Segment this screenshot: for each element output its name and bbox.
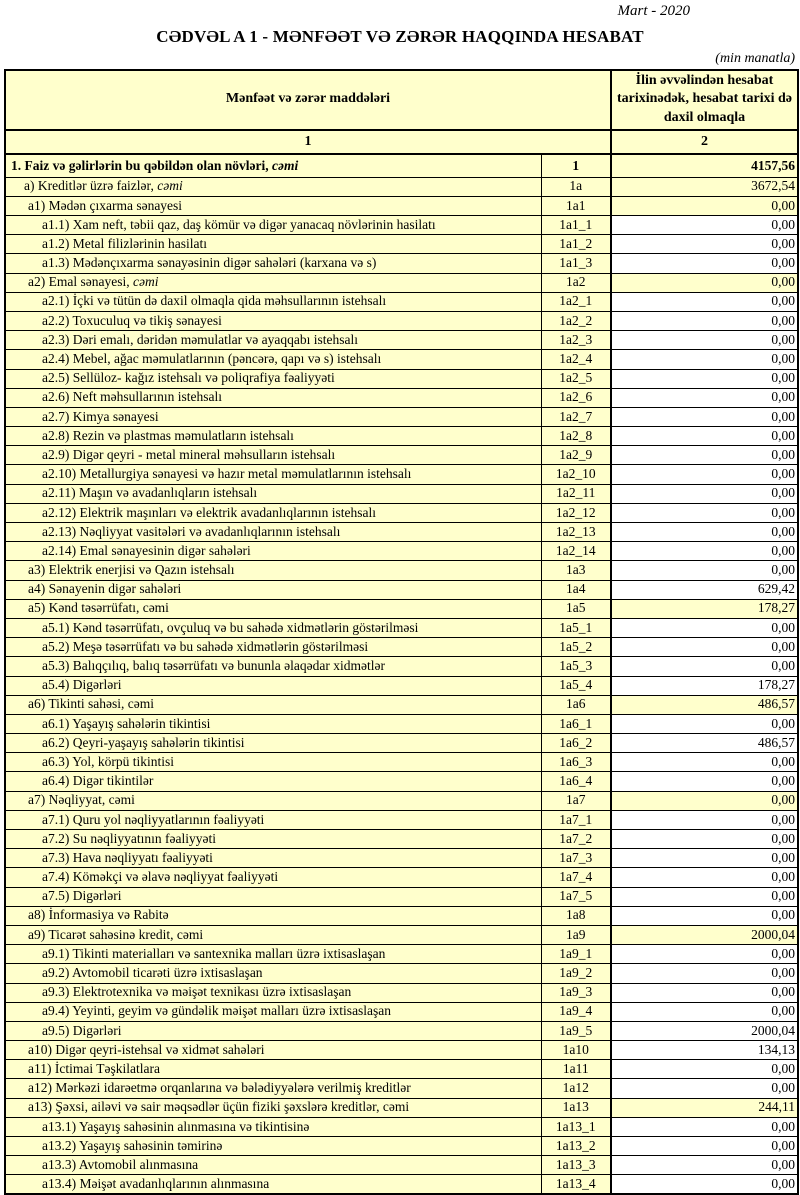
row-label-text: a1.2) Metal filizlərinin hasilatı bbox=[42, 236, 207, 251]
row-value[interactable]: 0,00 bbox=[611, 906, 798, 925]
row-code: 1a7_1 bbox=[541, 810, 611, 829]
unit-note: (min manatla) bbox=[0, 51, 800, 69]
row-label-text: a9.3) Elektrotexnika və məişət texnikası üzrə ixtisaslaşan bbox=[42, 984, 351, 999]
row-code: 1a2_11 bbox=[541, 484, 611, 503]
row-code: 1a2_9 bbox=[541, 446, 611, 465]
row-code: 1a2_2 bbox=[541, 311, 611, 330]
table-row bbox=[5, 810, 798, 829]
row-value[interactable]: 0,00 bbox=[611, 1002, 798, 1021]
row-label bbox=[5, 154, 541, 177]
row-value[interactable]: 0,00 bbox=[611, 369, 798, 388]
row-code: 1 bbox=[541, 154, 611, 177]
row-value[interactable]: 0,00 bbox=[611, 657, 798, 676]
row-value: 3672,54 bbox=[611, 177, 798, 196]
table-row bbox=[5, 292, 798, 311]
row-code: 1a2 bbox=[541, 273, 611, 292]
row-label bbox=[5, 216, 541, 235]
table-body bbox=[5, 154, 798, 1194]
row-label bbox=[5, 311, 541, 330]
row-value[interactable]: 629,42 bbox=[611, 580, 798, 599]
row-value[interactable]: 0,00 bbox=[611, 1175, 798, 1194]
table-row bbox=[5, 465, 798, 484]
row-label-text: a7.3) Hava nəqliyyatı fəaliyyəti bbox=[42, 850, 213, 865]
row-label-text: a2) Emal sənayesi, bbox=[28, 274, 133, 289]
row-label-text: a6.3) Yol, körpü tikintisi bbox=[42, 754, 174, 769]
table-row bbox=[5, 964, 798, 983]
table-row bbox=[5, 446, 798, 465]
row-code: 1a12 bbox=[541, 1079, 611, 1098]
row-value[interactable]: 0,00 bbox=[611, 1137, 798, 1156]
row-label bbox=[5, 714, 541, 733]
table-row bbox=[5, 618, 798, 637]
row-label-text: a1.3) Mədənçıxarma sənayəsinin digər sahələri (karxana və s) bbox=[42, 255, 376, 270]
table-row bbox=[5, 350, 798, 369]
table-row bbox=[5, 1060, 798, 1079]
table-row bbox=[5, 427, 798, 446]
row-label bbox=[5, 945, 541, 964]
table-row bbox=[5, 177, 798, 196]
row-value[interactable]: 0,00 bbox=[611, 849, 798, 868]
row-value[interactable]: 0,00 bbox=[611, 216, 798, 235]
row-label-text: a1.1) Xam neft, təbii qaz, daş kömür və digər yanacaq növlərinin hasilatı bbox=[42, 217, 436, 232]
row-label-suffix: cəmi bbox=[157, 178, 182, 193]
row-code: 1a6 bbox=[541, 695, 611, 714]
row-label-text: a9.4) Yeyinti, geyim və gündəlik məişət malları üzrə ixtisaslaşan bbox=[42, 1003, 391, 1018]
row-label bbox=[5, 388, 541, 407]
table-row bbox=[5, 1156, 798, 1175]
row-code: 1a5 bbox=[541, 599, 611, 618]
row-label-text: a9.2) Avtomobil ticarəti üzrə ixtisaslaşan bbox=[42, 965, 263, 980]
table-row bbox=[5, 714, 798, 733]
row-code: 1a13 bbox=[541, 1098, 611, 1117]
row-label bbox=[5, 465, 541, 484]
row-label bbox=[5, 503, 541, 522]
table-row bbox=[5, 311, 798, 330]
row-value[interactable]: 0,00 bbox=[611, 618, 798, 637]
table-row bbox=[5, 849, 798, 868]
row-label bbox=[5, 983, 541, 1002]
report-period: Mart - 2020 bbox=[0, 0, 800, 20]
page-title: CƏDVƏL A 1 - MƏNFƏƏT VƏ ZƏRƏR HAQQINDA HESABAT bbox=[0, 20, 800, 51]
row-label-text: a) Kreditlər üzrə faizlər, bbox=[24, 178, 157, 193]
row-label-text: a7.4) Köməkçi və əlavə nəqliyyat fəaliyyəti bbox=[42, 869, 278, 884]
row-label-text: a13) Şəxsi, ailəvi və sair məqsədlər üçün fiziki şəxslərə kreditlər, cəmi bbox=[28, 1099, 409, 1114]
table-row bbox=[5, 1021, 798, 1040]
row-code: 1a7 bbox=[541, 791, 611, 810]
row-code: 1a2_14 bbox=[541, 542, 611, 561]
row-label bbox=[5, 177, 541, 196]
row-label-text: a2.2) Toxuculuq və tikiş sənayesi bbox=[42, 313, 222, 328]
row-label bbox=[5, 887, 541, 906]
table-row bbox=[5, 154, 798, 177]
row-value[interactable]: 0,00 bbox=[611, 983, 798, 1002]
row-label bbox=[5, 1098, 541, 1117]
row-label-text: a7.1) Quru yol nəqliyyatlarının fəaliyyəti bbox=[42, 812, 264, 827]
table-row bbox=[5, 1137, 798, 1156]
row-label-text: a2.6) Neft məhsullarının istehsalı bbox=[42, 389, 222, 404]
row-code: 1a8 bbox=[541, 906, 611, 925]
row-code: 1a9_2 bbox=[541, 964, 611, 983]
table-row bbox=[5, 273, 798, 292]
table-row bbox=[5, 523, 798, 542]
row-label bbox=[5, 1117, 541, 1136]
row-label bbox=[5, 1137, 541, 1156]
table-row bbox=[5, 791, 798, 810]
row-label-text: a12) Mərkəzi idarəetmə orqanlarına və bələdiyyələrə verilmiş kreditlər bbox=[28, 1080, 411, 1095]
row-label bbox=[5, 964, 541, 983]
row-label-text: a4) Sənayenin digər sahələri bbox=[28, 581, 181, 596]
row-label-text: a13.4) Məişət avadanlıqlarının alınmasına bbox=[42, 1176, 269, 1191]
table-row bbox=[5, 599, 798, 618]
row-value: 486,57 bbox=[611, 695, 798, 714]
row-label-text: a7.2) Su nəqliyyatının fəaliyyəti bbox=[42, 831, 216, 846]
row-label-text: a2.7) Kimya sənayesi bbox=[42, 409, 159, 424]
row-label bbox=[5, 599, 541, 618]
row-label bbox=[5, 753, 541, 772]
row-code: 1a9_4 bbox=[541, 1002, 611, 1021]
table-row bbox=[5, 388, 798, 407]
row-code: 1a5_2 bbox=[541, 638, 611, 657]
row-label bbox=[5, 331, 541, 350]
row-code: 1a9_3 bbox=[541, 983, 611, 1002]
row-code: 1a9_1 bbox=[541, 945, 611, 964]
table-row bbox=[5, 369, 798, 388]
row-value[interactable]: 0,00 bbox=[611, 1117, 798, 1136]
row-label bbox=[5, 734, 541, 753]
row-label bbox=[5, 925, 541, 944]
row-label-text: a9.1) Tikinti materialları və santexnika malları üzrə ixtisaslaşan bbox=[42, 946, 385, 961]
row-label-text: a1) Mədən çıxarma sənayesi bbox=[28, 198, 182, 213]
row-code: 1a6_3 bbox=[541, 753, 611, 772]
column-number-row bbox=[5, 130, 798, 154]
row-code: 1a11 bbox=[541, 1060, 611, 1079]
row-label-text: a2.13) Nəqliyyat vasitələri və avadanlıqlarının istehsalı bbox=[42, 524, 340, 539]
row-value[interactable]: 0,00 bbox=[611, 388, 798, 407]
row-code: 1a2_7 bbox=[541, 407, 611, 426]
table-row bbox=[5, 734, 798, 753]
table-row bbox=[5, 657, 798, 676]
row-code: 1a1 bbox=[541, 196, 611, 215]
table-row bbox=[5, 983, 798, 1002]
row-value[interactable]: 0,00 bbox=[611, 1060, 798, 1079]
row-code: 1a1_2 bbox=[541, 235, 611, 254]
row-code: 1a2_4 bbox=[541, 350, 611, 369]
row-label-suffix: cəmi bbox=[272, 158, 298, 173]
row-label-text: a3) Elektrik enerjisi və Qazın istehsalı bbox=[28, 562, 235, 577]
row-value[interactable]: 0,00 bbox=[611, 503, 798, 522]
row-value: 178,27 bbox=[611, 599, 798, 618]
table-row bbox=[5, 906, 798, 925]
row-value[interactable]: 0,00 bbox=[611, 868, 798, 887]
row-value[interactable]: 2000,04 bbox=[611, 1021, 798, 1040]
row-value[interactable]: 0,00 bbox=[611, 465, 798, 484]
row-code: 1a4 bbox=[541, 580, 611, 599]
row-value[interactable]: 0,00 bbox=[611, 331, 798, 350]
row-label-text: a5.3) Balıqçılıq, balıq təsərrüfatı və bununla əlaqədar xidmətlər bbox=[42, 658, 385, 673]
row-label-text: a2.12) Elektrik maşınları və elektrik avadanlıqlarının istehsalı bbox=[42, 505, 376, 520]
row-value[interactable]: 0,00 bbox=[611, 1079, 798, 1098]
row-value: 0,00 bbox=[611, 196, 798, 215]
row-label bbox=[5, 618, 541, 637]
table-row bbox=[5, 331, 798, 350]
row-label bbox=[5, 849, 541, 868]
row-value[interactable]: 0,00 bbox=[611, 254, 798, 273]
row-code: 1a5_1 bbox=[541, 618, 611, 637]
row-value: 0,00 bbox=[611, 273, 798, 292]
row-value[interactable]: 0,00 bbox=[611, 523, 798, 542]
table-row bbox=[5, 580, 798, 599]
profit-loss-table bbox=[4, 69, 799, 1195]
row-label bbox=[5, 638, 541, 657]
row-code: 1a bbox=[541, 177, 611, 196]
row-code: 1a5_3 bbox=[541, 657, 611, 676]
table-row bbox=[5, 407, 798, 426]
row-label-text: a2.5) Sellüloz- kağız istehsalı və poliqrafiya fəaliyyəti bbox=[42, 370, 335, 385]
row-label bbox=[5, 676, 541, 695]
row-label-text: a2.14) Emal sənayesinin digər sahələri bbox=[42, 543, 251, 558]
row-label-text: a2.3) Dəri emalı, dəridən məmulatlar və ayaqqabı istehsalı bbox=[42, 332, 358, 347]
table-row bbox=[5, 1002, 798, 1021]
row-label-text: a5.4) Digərləri bbox=[42, 677, 121, 692]
row-value[interactable]: 134,13 bbox=[611, 1041, 798, 1060]
row-code: 1a13_3 bbox=[541, 1156, 611, 1175]
table-row bbox=[5, 196, 798, 215]
table-row bbox=[5, 772, 798, 791]
row-value: 2000,04 bbox=[611, 925, 798, 944]
row-label bbox=[5, 1002, 541, 1021]
row-code: 1a13_1 bbox=[541, 1117, 611, 1136]
row-label bbox=[5, 369, 541, 388]
row-label bbox=[5, 273, 541, 292]
row-label-suffix: cəmi bbox=[133, 274, 158, 289]
row-label-text: a5.1) Kənd təsərrüfatı, ovçuluq və bu sahədə xidmətlərin göstərilməsi bbox=[42, 620, 418, 635]
table-header-row bbox=[5, 70, 798, 131]
row-label bbox=[5, 446, 541, 465]
row-label bbox=[5, 1175, 541, 1194]
row-label-text: a5) Kənd təsərrüfatı, cəmi bbox=[28, 600, 169, 615]
row-code: 1a2_5 bbox=[541, 369, 611, 388]
row-value[interactable]: 0,00 bbox=[611, 542, 798, 561]
row-label-text: a13.1) Yaşayış sahəsinin alınmasına və tikintisinə bbox=[42, 1119, 309, 1134]
row-label bbox=[5, 906, 541, 925]
row-code: 1a10 bbox=[541, 1041, 611, 1060]
row-label bbox=[5, 1156, 541, 1175]
row-value[interactable]: 0,00 bbox=[611, 1156, 798, 1175]
row-value[interactable]: 0,00 bbox=[611, 311, 798, 330]
row-label bbox=[5, 1021, 541, 1040]
row-code: 1a1_3 bbox=[541, 254, 611, 273]
table-row bbox=[5, 676, 798, 695]
table-row bbox=[5, 945, 798, 964]
row-label-text: a6.1) Yaşayış sahələrin tikintisi bbox=[42, 716, 210, 731]
row-code: 1a9 bbox=[541, 925, 611, 944]
row-value[interactable]: 0,00 bbox=[611, 407, 798, 426]
row-code: 1a2_13 bbox=[541, 523, 611, 542]
row-value[interactable]: 0,00 bbox=[611, 945, 798, 964]
row-code: 1a6_4 bbox=[541, 772, 611, 791]
row-label bbox=[5, 523, 541, 542]
row-value[interactable]: 0,00 bbox=[611, 638, 798, 657]
row-label-text: a11) İctimai Təşkilatlara bbox=[28, 1061, 160, 1076]
row-value: 0,00 bbox=[611, 791, 798, 810]
row-label bbox=[5, 407, 541, 426]
row-value[interactable]: 0,00 bbox=[611, 887, 798, 906]
row-label bbox=[5, 484, 541, 503]
row-label bbox=[5, 1041, 541, 1060]
row-label-text: a6) Tikinti sahəsi, cəmi bbox=[28, 696, 154, 711]
row-code: 1a2_10 bbox=[541, 465, 611, 484]
table-row bbox=[5, 695, 798, 714]
row-code: 1a9_5 bbox=[541, 1021, 611, 1040]
row-label-text: a2.4) Mebel, ağac məmulatlarının (pəncərə, qapı və s) istehsalı bbox=[42, 351, 381, 366]
table-row bbox=[5, 1098, 798, 1117]
table-row bbox=[5, 830, 798, 849]
row-label-text: 1. Faiz və gəlirlərin bu qəbildən olan növləri, bbox=[11, 158, 272, 173]
row-label bbox=[5, 695, 541, 714]
row-label-text: a13.3) Avtomobil alınmasına bbox=[42, 1157, 198, 1172]
row-code: 1a13_2 bbox=[541, 1137, 611, 1156]
row-code: 1a1_1 bbox=[541, 216, 611, 235]
row-label bbox=[5, 657, 541, 676]
row-label-text: a7) Nəqliyyat, cəmi bbox=[28, 792, 135, 807]
row-code: 1a3 bbox=[541, 561, 611, 580]
table-row bbox=[5, 1079, 798, 1098]
table-row bbox=[5, 925, 798, 944]
row-value[interactable]: 0,00 bbox=[611, 830, 798, 849]
table-row bbox=[5, 254, 798, 273]
row-code: 1a2_6 bbox=[541, 388, 611, 407]
row-code: 1a7_3 bbox=[541, 849, 611, 868]
row-label bbox=[5, 254, 541, 273]
table-row bbox=[5, 1175, 798, 1194]
row-label-text: a2.11) Maşın və avadanlıqların istehsalı bbox=[42, 485, 257, 500]
row-label bbox=[5, 561, 541, 580]
row-label bbox=[5, 772, 541, 791]
row-value: 244,11 bbox=[611, 1098, 798, 1117]
row-value[interactable]: 0,00 bbox=[611, 561, 798, 580]
row-label bbox=[5, 350, 541, 369]
row-code: 1a7_5 bbox=[541, 887, 611, 906]
row-label-text: a7.5) Digərləri bbox=[42, 888, 121, 903]
table-row bbox=[5, 542, 798, 561]
row-label-text: a13.2) Yaşayış sahəsinin təmirinə bbox=[42, 1138, 222, 1153]
row-label bbox=[5, 292, 541, 311]
row-label bbox=[5, 810, 541, 829]
items-column-header: Mənfəət və zərər maddələri bbox=[5, 70, 611, 131]
row-label-text: a2.9) Digər qeyri - metal mineral məhsulların istehsalı bbox=[42, 447, 335, 462]
table-row bbox=[5, 1041, 798, 1060]
row-code: 1a2_8 bbox=[541, 427, 611, 446]
row-label-text: a2.10) Metallurgiya sənayesi və hazır metal məmulatlarının istehsalı bbox=[42, 466, 411, 481]
table-row bbox=[5, 887, 798, 906]
row-label bbox=[5, 1079, 541, 1098]
row-value[interactable]: 178,27 bbox=[611, 676, 798, 695]
row-label-text: a5.2) Meşə təsərrüfatı və bu sahədə xidmətlərin göstərilməsi bbox=[42, 639, 368, 654]
row-value[interactable]: 0,00 bbox=[611, 446, 798, 465]
row-code: 1a6_1 bbox=[541, 714, 611, 733]
row-code: 1a7_2 bbox=[541, 830, 611, 849]
row-value[interactable]: 0,00 bbox=[611, 350, 798, 369]
row-value[interactable]: 0,00 bbox=[611, 810, 798, 829]
table-row bbox=[5, 868, 798, 887]
table-row bbox=[5, 503, 798, 522]
row-label bbox=[5, 1060, 541, 1079]
row-label bbox=[5, 868, 541, 887]
row-label bbox=[5, 196, 541, 215]
row-code: 1a2_3 bbox=[541, 331, 611, 350]
row-label bbox=[5, 235, 541, 254]
row-value: 4157,56 bbox=[611, 154, 798, 177]
row-value[interactable]: 0,00 bbox=[611, 753, 798, 772]
row-value[interactable]: 486,57 bbox=[611, 734, 798, 753]
row-value[interactable]: 0,00 bbox=[611, 235, 798, 254]
row-label bbox=[5, 427, 541, 446]
row-label bbox=[5, 542, 541, 561]
row-code: 1a2_1 bbox=[541, 292, 611, 311]
table-row bbox=[5, 1117, 798, 1136]
row-label bbox=[5, 580, 541, 599]
value-column-header: İlin əvvəlindən hesabat tarixinədək, hesabat tarixi də daxil olmaqla bbox=[611, 70, 798, 131]
row-code: 1a7_4 bbox=[541, 868, 611, 887]
row-value[interactable]: 0,00 bbox=[611, 772, 798, 791]
row-label-text: a9.5) Digərləri bbox=[42, 1023, 121, 1038]
table-row bbox=[5, 216, 798, 235]
table-row bbox=[5, 638, 798, 657]
row-label-text: a6.4) Digər tikintilər bbox=[42, 773, 153, 788]
row-label-text: a2.1) İçki və tütün də daxil olmaqla qida məhsullarının istehsalı bbox=[42, 293, 386, 308]
row-value[interactable]: 0,00 bbox=[611, 714, 798, 733]
value-column-number: 2 bbox=[611, 130, 798, 154]
row-label-text: a9) Ticarət sahəsinə kredit, cəmi bbox=[28, 927, 203, 942]
row-code: 1a5_4 bbox=[541, 676, 611, 695]
row-code: 1a2_12 bbox=[541, 503, 611, 522]
row-label-text: a8) İnformasiya və Rabitə bbox=[28, 907, 169, 922]
row-label bbox=[5, 791, 541, 810]
row-code: 1a13_4 bbox=[541, 1175, 611, 1194]
table-row bbox=[5, 561, 798, 580]
row-code: 1a6_2 bbox=[541, 734, 611, 753]
table-row bbox=[5, 753, 798, 772]
row-value[interactable]: 0,00 bbox=[611, 964, 798, 983]
row-label-text: a2.8) Rezin və plastmas məmulatların istehsalı bbox=[42, 428, 294, 443]
row-label-text: a6.2) Qeyri-yaşayış sahələrin tikintisi bbox=[42, 735, 244, 750]
row-value[interactable]: 0,00 bbox=[611, 427, 798, 446]
items-column-number: 1 bbox=[5, 130, 611, 154]
row-value[interactable]: 0,00 bbox=[611, 484, 798, 503]
row-label-text: a10) Digər qeyri-istehsal və xidmət sahələri bbox=[28, 1042, 265, 1057]
table-row bbox=[5, 484, 798, 503]
row-label bbox=[5, 830, 541, 849]
row-value[interactable]: 0,00 bbox=[611, 292, 798, 311]
table-row bbox=[5, 235, 798, 254]
